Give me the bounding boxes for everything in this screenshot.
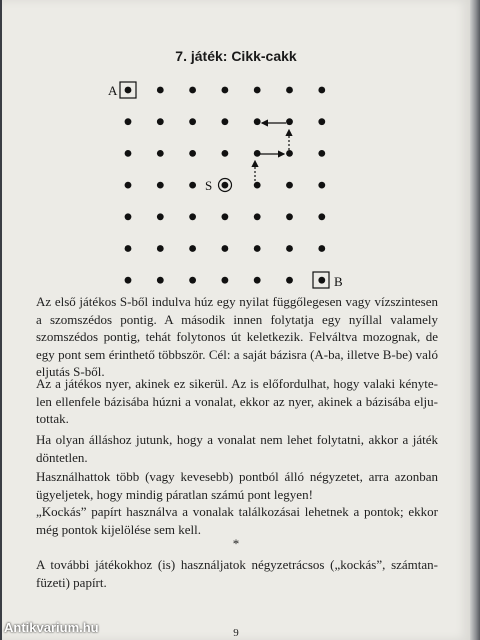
grid-dot bbox=[318, 118, 325, 125]
grid-dot bbox=[318, 87, 325, 94]
grid-dot bbox=[318, 150, 325, 157]
book-page bbox=[2, 0, 470, 640]
grid-dot bbox=[157, 213, 164, 220]
grid-dot bbox=[254, 87, 261, 94]
grid-dot bbox=[189, 118, 196, 125]
grid-dot bbox=[254, 118, 261, 125]
paragraph-further-games: A további játékokhoz (is) használjatok négyzetrácsos („kockás”, számtan-füzeti) papírt. bbox=[36, 557, 438, 590]
paragraph-graph-paper: „Kockás” papírt használva a vonalak találkozásai lehetnek a pontok; ekkor még pontok kijelölése sem kell. bbox=[36, 504, 438, 537]
grid-dot bbox=[222, 245, 229, 252]
grid-dot bbox=[125, 182, 132, 189]
page-edge bbox=[470, 0, 480, 640]
grid-dot bbox=[189, 87, 196, 94]
grid-dot bbox=[286, 87, 293, 94]
label-s: S bbox=[205, 178, 213, 193]
grid-dot bbox=[254, 245, 261, 252]
paragraph-winner: Az a játékos nyer, akinek ez sikerül. Az is előfordulhat, hogy valaki kényte-len ellenfele bázisába húzni a vonalat, ekkor az nyer, akinek a bázisába elju-tottak. bbox=[36, 376, 438, 426]
grid-dot bbox=[318, 182, 325, 189]
grid-dot bbox=[125, 118, 132, 125]
grid-dot bbox=[222, 150, 229, 157]
grid-dot bbox=[318, 213, 325, 220]
section-separator: * bbox=[232, 536, 240, 551]
paragraph-grid-size: Használhattok több (vagy kevesebb) pontból álló négyzetet, arra azonban ügyeljetek, hogy mindig páratlan számú pont legyen! bbox=[36, 469, 438, 502]
paragraph-draw: Ha olyan álláshoz jutunk, hogy a vonalat nem lehet folytatni, akkor a játék döntetlen. bbox=[36, 432, 438, 465]
grid-dot bbox=[222, 213, 229, 220]
grid-dot bbox=[189, 182, 196, 189]
grid-dot bbox=[189, 213, 196, 220]
grid-dot bbox=[286, 277, 293, 284]
grid-dot bbox=[125, 150, 132, 157]
label-b: B bbox=[334, 274, 343, 289]
grid-dot bbox=[286, 213, 293, 220]
page-number: 9 bbox=[233, 627, 239, 639]
page-title: 7. játék: Cikk-cakk bbox=[175, 48, 297, 64]
game-grid-diagram bbox=[2, 0, 470, 300]
grid-dot bbox=[286, 182, 293, 189]
grid-dot bbox=[125, 213, 132, 220]
grid-dot bbox=[189, 277, 196, 284]
grid-dot bbox=[254, 213, 261, 220]
grid-dot bbox=[125, 245, 132, 252]
grid-dot bbox=[254, 277, 261, 284]
grid-dot bbox=[318, 277, 325, 284]
site-watermark: Antikvarium.hu bbox=[4, 620, 99, 635]
grid-dot bbox=[157, 150, 164, 157]
paragraph-rules: Az első játékos S-ből indulva húz egy nyilat függőlegesen vagy vízszintesen a szomszédos pontig. A második innen folytatja egy nyíllal valamely szomszédos pontig, tehát folytonos út keletkezik. Felváltva mozognak, de egy pont sem érinthető többször. Cél: a saját bázisra (A-ba, illetve B-be) való eljutás S-ből. bbox=[36, 294, 438, 379]
grid-dot bbox=[189, 245, 196, 252]
grid-dot bbox=[222, 118, 229, 125]
grid-dot bbox=[157, 87, 164, 94]
grid-dot bbox=[222, 277, 229, 284]
grid-dot bbox=[254, 182, 261, 189]
grid-dot bbox=[286, 118, 293, 125]
label-a: A bbox=[108, 83, 118, 98]
grid-dot bbox=[125, 277, 132, 284]
grid-dot bbox=[222, 87, 229, 94]
grid-dot bbox=[286, 150, 293, 157]
grid-dot bbox=[125, 87, 132, 94]
grid-dot bbox=[222, 182, 229, 189]
grid-dot bbox=[157, 277, 164, 284]
grid-dot bbox=[286, 245, 293, 252]
grid-dot bbox=[318, 245, 325, 252]
grid-dot bbox=[157, 182, 164, 189]
grid-dot bbox=[157, 245, 164, 252]
grid-dot bbox=[189, 150, 196, 157]
grid-dot bbox=[157, 118, 164, 125]
